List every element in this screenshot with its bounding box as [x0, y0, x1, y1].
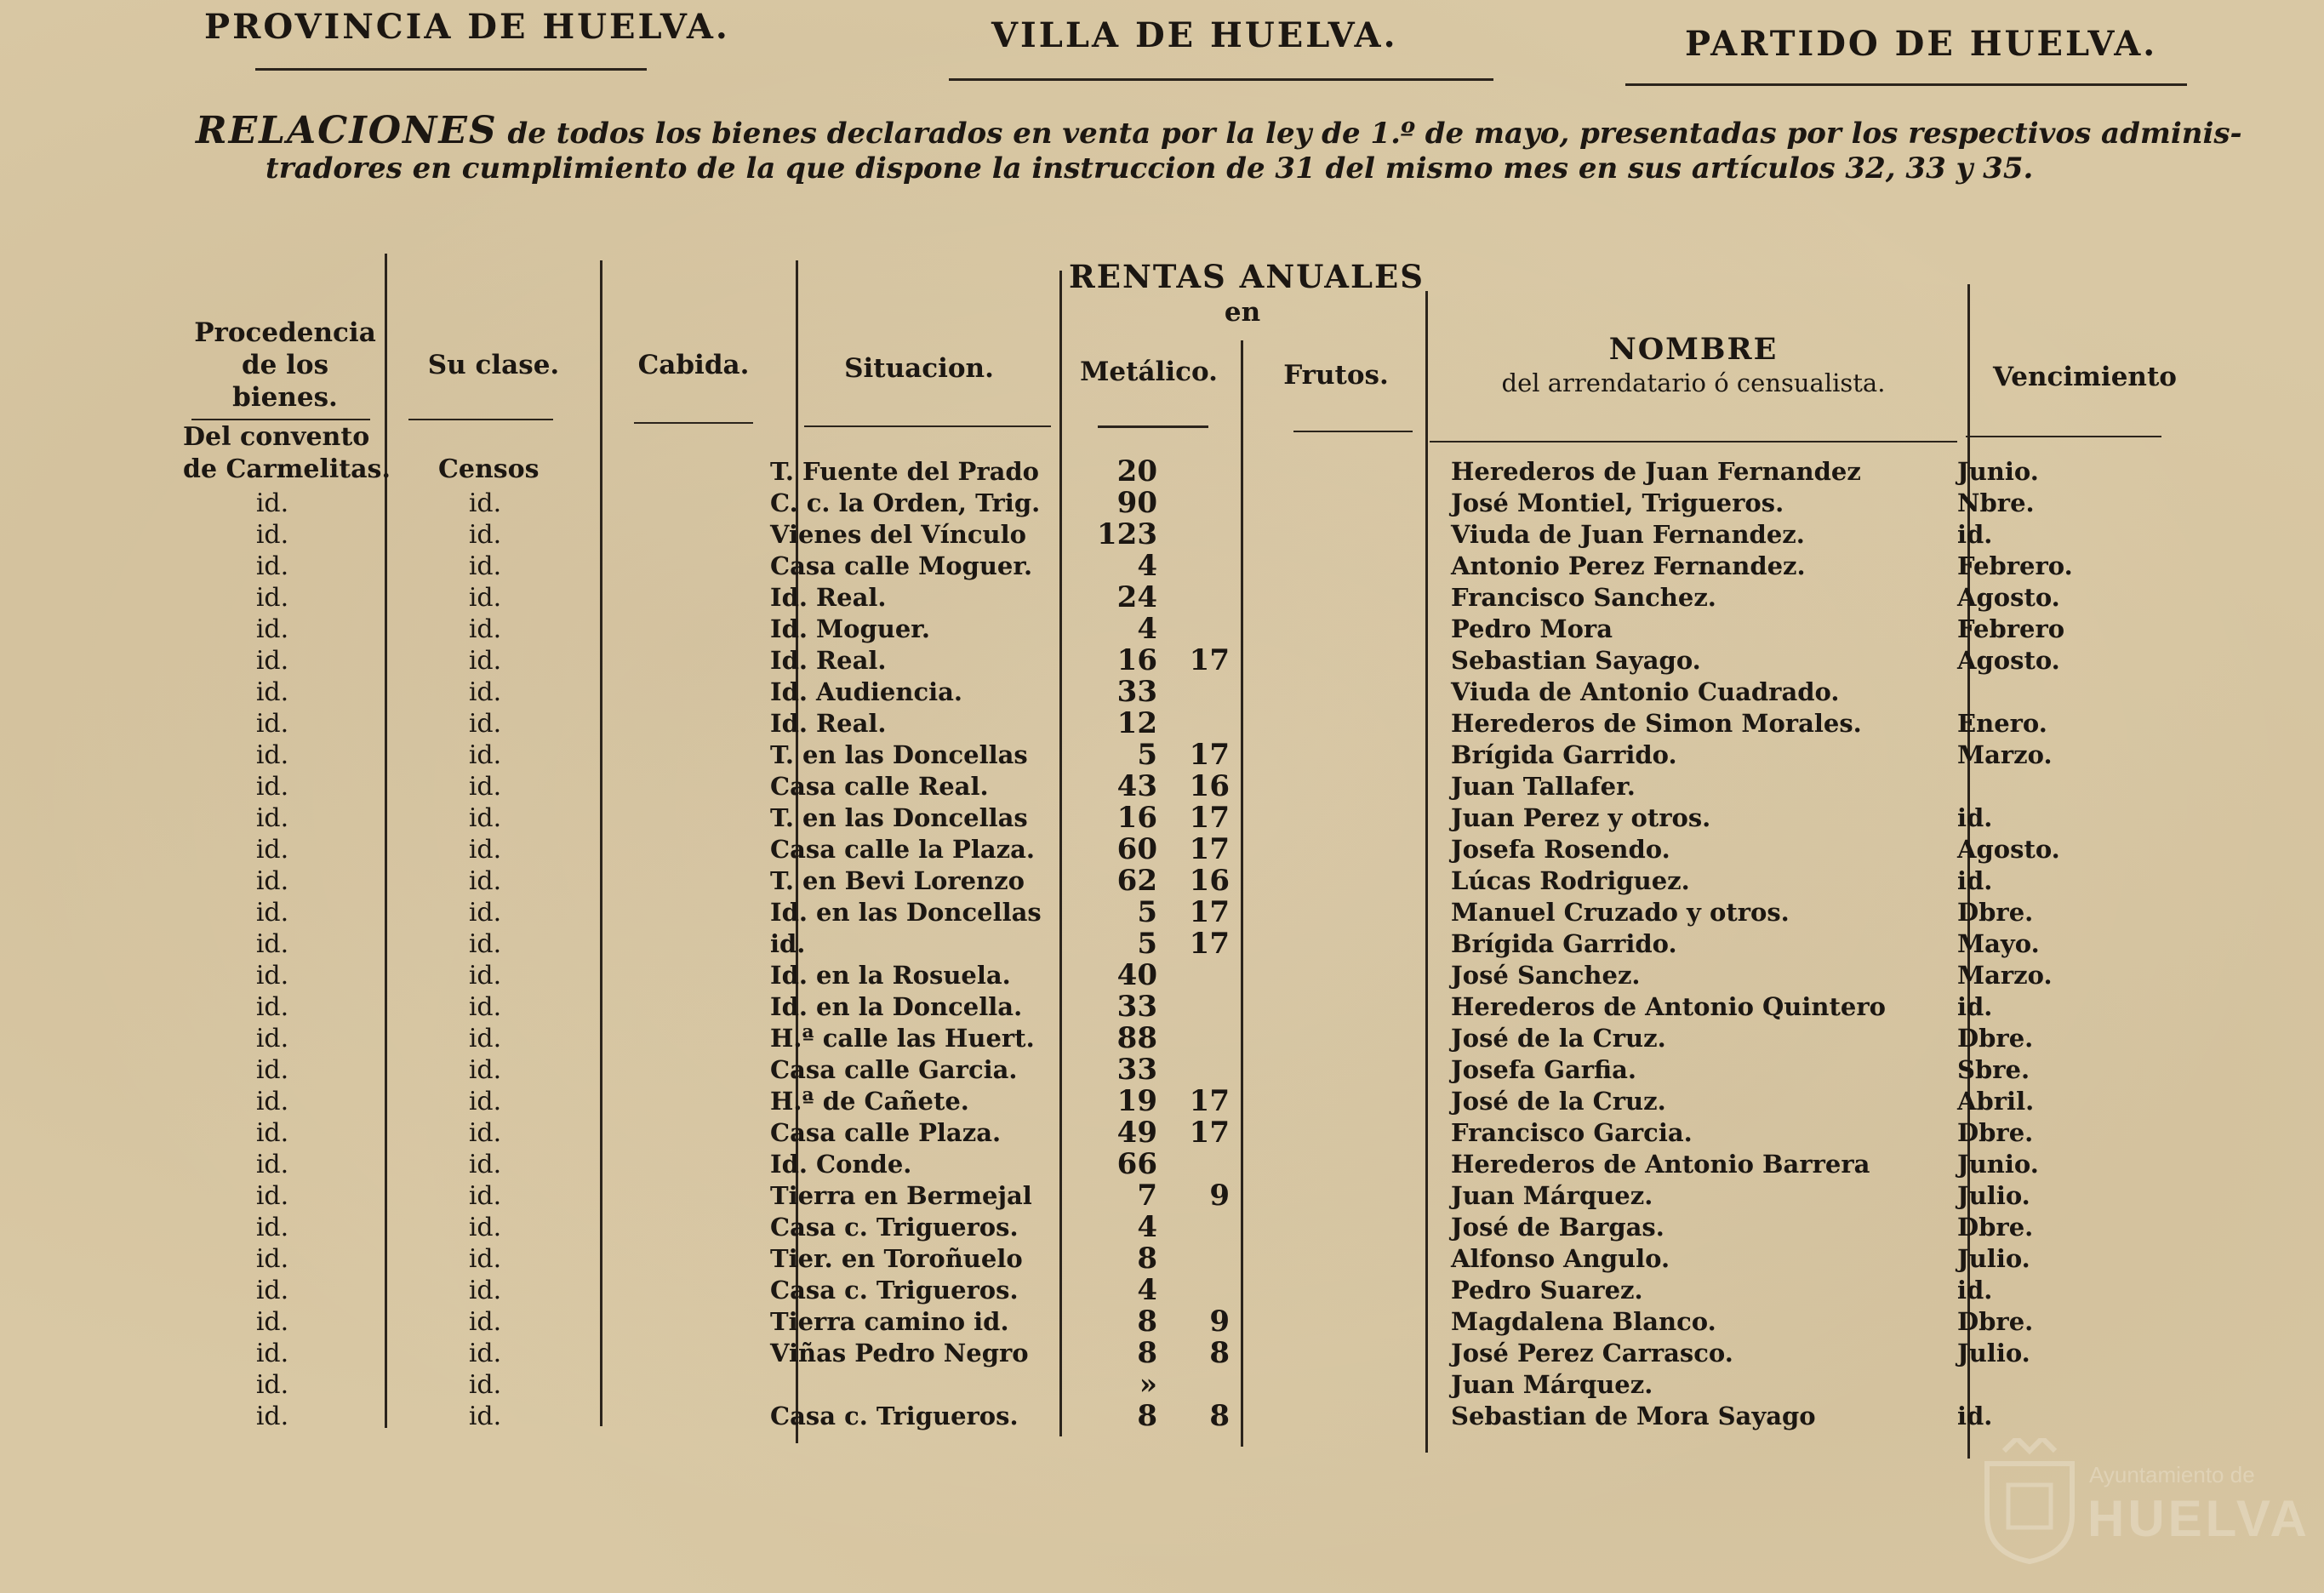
row-clase: id. — [468, 1307, 502, 1337]
table-row — [0, 739, 2324, 771]
col-rentas-en: en — [1224, 297, 1261, 328]
table-row — [0, 1275, 2324, 1306]
col-vencimiento: Vencimiento — [1993, 362, 2177, 392]
row-procedencia: id. — [255, 614, 289, 644]
row-situacion: Id. Real. — [770, 709, 887, 738]
row-clase: id. — [468, 1055, 502, 1085]
row-metalico-2: 17 — [1189, 801, 1230, 835]
col-rule-clase — [408, 419, 553, 420]
row-clase: id. — [468, 740, 502, 770]
row-vencimiento: Agosto. — [1957, 583, 2060, 612]
row-clase: id. — [468, 929, 502, 959]
row-metalico-1: 8 — [1137, 1336, 1157, 1370]
table-row — [0, 1086, 2324, 1117]
row-situacion: Casa calle Moguer. — [770, 551, 1033, 580]
table-row — [0, 960, 2324, 991]
row-vencimiento: Junio. — [1957, 1150, 2039, 1179]
col-clase: Su clase. — [427, 350, 560, 380]
row-metalico-1: 66 — [1116, 1147, 1157, 1181]
table-row — [0, 865, 2324, 897]
row-situacion: Tier. en Toroñuelo — [770, 1244, 1023, 1273]
row-nombre: Josefa Rosendo. — [1451, 835, 1670, 864]
row-situacion: Casa c. Trigueros. — [770, 1402, 1019, 1430]
row-metalico-1: 16 — [1116, 801, 1157, 835]
row-vencimiento: id. — [1957, 520, 1993, 549]
row-situacion: Vienes del Vínculo — [770, 520, 1026, 549]
row-clase: id. — [468, 709, 502, 739]
col-situacion: Situacion. — [844, 353, 994, 384]
row-metalico-1: 19 — [1116, 1084, 1157, 1118]
row-metalico-1: 40 — [1116, 958, 1157, 992]
table-row — [0, 834, 2324, 865]
row-procedencia: id. — [255, 488, 289, 518]
row-situacion: Id. en las Doncellas — [770, 898, 1042, 927]
row-vencimiento: Julio. — [1957, 1244, 2030, 1273]
table-row — [0, 519, 2324, 551]
row-vencimiento: Marzo. — [1957, 961, 2053, 990]
row-nombre: Antonio Perez Fernandez. — [1451, 551, 1806, 580]
row-situacion: Tierra en Bermejal — [770, 1181, 1032, 1210]
header-villa: VILLA DE HUELVA. — [991, 15, 1398, 55]
row-procedencia: id. — [255, 1150, 289, 1179]
shield-icon — [1979, 1438, 2081, 1566]
table-row — [0, 928, 2324, 960]
table-row — [0, 991, 2324, 1023]
table-row — [0, 708, 2324, 739]
row-metalico-1: 33 — [1116, 675, 1157, 709]
row-situacion: T. en las Doncellas — [770, 803, 1028, 832]
row-procedencia: id. — [255, 1024, 289, 1053]
row-metalico-1: 123 — [1097, 517, 1157, 551]
first-row-clase: Censos — [438, 454, 540, 484]
row-nombre: Magdalena Blanco. — [1451, 1307, 1716, 1336]
row-clase: id. — [468, 1118, 502, 1148]
row-metalico-1: 20 — [1116, 454, 1157, 488]
row-procedencia: id. — [255, 992, 289, 1022]
row-procedencia: id. — [255, 1339, 289, 1368]
row-vencimiento: id. — [1957, 1276, 1993, 1305]
row-clase: id. — [468, 772, 502, 802]
col-rule-procedencia — [191, 419, 370, 420]
table-row — [0, 802, 2324, 834]
row-vencimiento: Julio. — [1957, 1181, 2030, 1210]
row-nombre: Sebastian de Mora Sayago — [1451, 1402, 1816, 1430]
row-nombre: Herederos de Antonio Barrera — [1451, 1150, 1870, 1179]
table-row — [0, 1212, 2324, 1243]
col-rule-frutos — [1293, 431, 1413, 432]
row-vencimiento: Dbre. — [1957, 1307, 2034, 1336]
row-vencimiento: Dbre. — [1957, 1118, 2034, 1147]
row-procedencia: id. — [255, 898, 289, 928]
row-metalico-1: 49 — [1116, 1116, 1157, 1150]
row-metalico-1: 4 — [1137, 1210, 1157, 1244]
table-row — [0, 1117, 2324, 1149]
row-situacion: Id. Moguer. — [770, 614, 931, 643]
row-procedencia: id. — [255, 803, 289, 833]
row-procedencia: id. — [255, 677, 289, 707]
row-metalico-1: 60 — [1116, 832, 1157, 866]
row-metalico-1: 62 — [1116, 864, 1157, 898]
row-vencimiento: Marzo. — [1957, 740, 2053, 769]
row-situacion: Tierra camino id. — [770, 1307, 1009, 1336]
row-metalico-1: 33 — [1116, 990, 1157, 1024]
row-clase: id. — [468, 677, 502, 707]
row-clase: id. — [468, 583, 502, 613]
row-procedencia: id. — [255, 740, 289, 770]
col-rule-situacion — [804, 425, 1051, 427]
col-rule-vencimiento — [1966, 436, 2161, 437]
row-vencimiento: Agosto. — [1957, 646, 2060, 675]
row-metalico-2: 16 — [1189, 864, 1230, 898]
row-vencimiento: Dbre. — [1957, 898, 2034, 927]
row-situacion: Id. Conde. — [770, 1150, 912, 1179]
row-clase: id. — [468, 866, 502, 896]
row-procedencia: id. — [255, 866, 289, 896]
row-clase: id. — [468, 898, 502, 928]
col-procedencia: Procedencia de los bienes. — [194, 317, 376, 413]
row-metalico-1: 4 — [1137, 549, 1157, 583]
row-situacion: Casa calle Plaza. — [770, 1118, 1002, 1147]
row-nombre: Herederos de Juan Fernandez — [1451, 457, 1861, 486]
row-nombre: Pedro Suarez. — [1451, 1276, 1643, 1305]
row-nombre: Brígida Garrido. — [1451, 929, 1677, 958]
row-nombre: Herederos de Antonio Quintero — [1451, 992, 1886, 1021]
row-clase: id. — [468, 1150, 502, 1179]
row-metalico-2: 17 — [1189, 927, 1230, 961]
row-vencimiento: id. — [1957, 992, 1993, 1021]
row-metalico-1: 16 — [1116, 643, 1157, 677]
row-vencimiento: id. — [1957, 803, 1993, 832]
row-situacion: Casa calle Real. — [770, 772, 989, 801]
row-situacion: Id. Real. — [770, 646, 887, 675]
table-row — [0, 614, 2324, 645]
row-situacion: H.ª de Cañete. — [770, 1087, 969, 1116]
table-row — [0, 1369, 2324, 1401]
row-clase: id. — [468, 1370, 502, 1400]
row-metalico-1: 5 — [1137, 895, 1157, 929]
row-nombre: Herederos de Simon Morales. — [1451, 709, 1862, 738]
table-row — [0, 1306, 2324, 1338]
row-clase: id. — [468, 992, 502, 1022]
row-vencimiento: Dbre. — [1957, 1213, 2034, 1242]
row-vencimiento: Julio. — [1957, 1339, 2030, 1367]
row-nombre: Josefa Garfia. — [1451, 1055, 1637, 1084]
table-row — [0, 771, 2324, 802]
row-procedencia: id. — [255, 1181, 289, 1211]
table-row — [0, 1180, 2324, 1212]
row-clase: id. — [468, 646, 502, 676]
row-metalico-1: 7 — [1137, 1179, 1157, 1213]
row-nombre: Juan Perez y otros. — [1451, 803, 1711, 832]
row-nombre: José Montiel, Trigueros. — [1451, 488, 1784, 517]
row-clase: id. — [468, 1213, 502, 1242]
row-procedencia: id. — [255, 1307, 289, 1337]
row-metalico-2: 17 — [1189, 832, 1230, 866]
row-metalico-1: 8 — [1137, 1305, 1157, 1339]
table-row — [0, 1054, 2324, 1086]
table-row — [0, 1401, 2324, 1432]
row-clase: id. — [468, 614, 502, 644]
row-situacion: Viñas Pedro Negro — [770, 1339, 1029, 1367]
row-metalico-2: 17 — [1189, 643, 1230, 677]
row-procedencia: id. — [255, 646, 289, 676]
row-clase: id. — [468, 1402, 502, 1431]
col-frutos: Frutos. — [1283, 360, 1389, 391]
table-row — [0, 582, 2324, 614]
row-metalico-2: 8 — [1209, 1336, 1230, 1370]
row-vencimiento: Dbre. — [1957, 1024, 2034, 1053]
table-row — [0, 1243, 2324, 1275]
row-procedencia: id. — [255, 929, 289, 959]
row-situacion: T. en Bevi Lorenzo — [770, 866, 1025, 895]
col-nombre-sub: del arrendatario ó censualista. — [1501, 368, 1886, 397]
row-situacion: Id. Real. — [770, 583, 887, 612]
ayuntamiento-logo — [1979, 1438, 2310, 1566]
row-procedencia: id. — [255, 1370, 289, 1400]
row-situacion: T. en las Doncellas — [770, 740, 1028, 769]
row-metalico-2: 17 — [1189, 1116, 1230, 1150]
row-nombre: Manuel Cruzado y otros. — [1451, 898, 1790, 927]
row-vencimiento: Sbre. — [1957, 1055, 2030, 1084]
row-clase: id. — [468, 551, 502, 581]
table-row — [0, 1338, 2324, 1369]
row-procedencia: id. — [255, 772, 289, 802]
row-nombre: Viuda de Juan Fernandez. — [1451, 520, 1805, 549]
row-clase: id. — [468, 1244, 502, 1274]
row-procedencia: id. — [255, 583, 289, 613]
table-row — [0, 645, 2324, 677]
row-procedencia: id. — [255, 835, 289, 865]
row-procedencia: id. — [255, 1276, 289, 1305]
row-clase: id. — [468, 803, 502, 833]
row-nombre: José Sanchez. — [1451, 961, 1641, 990]
row-vencimiento: Abril. — [1957, 1087, 2035, 1116]
row-situacion: Casa calle la Plaza. — [770, 835, 1035, 864]
row-clase: id. — [468, 1339, 502, 1368]
row-vencimiento: Agosto. — [1957, 835, 2060, 864]
table-row — [0, 551, 2324, 582]
col-rule-cabida — [634, 422, 753, 424]
col-metalico: Metálico. — [1080, 357, 1218, 387]
table-row — [0, 488, 2324, 519]
row-metalico-1: » — [1139, 1367, 1157, 1402]
row-situacion: Casa c. Trigueros. — [770, 1276, 1019, 1305]
row-metalico-1: 88 — [1116, 1021, 1157, 1055]
header-provincia: PROVINCIA DE HUELVA. — [204, 7, 730, 47]
row-clase: id. — [468, 1276, 502, 1305]
row-nombre: Sebastian Sayago. — [1451, 646, 1701, 675]
col-rentas-anuales: RENTAS ANUALES — [1069, 258, 1425, 295]
row-clase: id. — [468, 961, 502, 991]
row-vencimiento: Febrero. — [1957, 551, 2073, 580]
row-procedencia: id. — [255, 1118, 289, 1148]
row-metalico-1: 4 — [1137, 1273, 1157, 1307]
row-procedencia: id. — [255, 1402, 289, 1431]
row-metalico-2: 17 — [1189, 738, 1230, 772]
row-metalico-2: 9 — [1209, 1305, 1230, 1339]
row-nombre: José de la Cruz. — [1451, 1087, 1666, 1116]
intro-lead: RELACIONES — [196, 109, 498, 152]
row-situacion: T. Fuente del Prado — [770, 457, 1040, 486]
header-rule-right — [1625, 83, 2187, 86]
header-rule-center — [949, 78, 1493, 81]
intro-line-2: tradores en cumplimiento de la que dispone la instruccion de 31 del mismo mes en sus artículos 32, 33 y 35. — [266, 151, 2034, 186]
row-clase: id. — [468, 1024, 502, 1053]
row-situacion: C. c. la Orden, Trig. — [770, 488, 1041, 517]
row-metalico-1: 24 — [1116, 580, 1157, 614]
col-rule-nombre — [1430, 441, 1957, 442]
row-vencimiento: Nbre. — [1957, 488, 2035, 517]
row-vencimiento: id. — [1957, 1402, 1993, 1430]
row-situacion: H.ª calle las Huert. — [770, 1024, 1035, 1053]
intro-text-1: de todos los bienes declarados en venta por la ley de 1.º de mayo, presentadas por los respectivos adminis- — [507, 117, 2242, 151]
watermark-line-1: Ayuntamiento de — [2089, 1462, 2255, 1487]
row-nombre: Francisco Sanchez. — [1451, 583, 1716, 612]
row-clase: id. — [468, 1181, 502, 1211]
row-situacion: Id. en la Doncella. — [770, 992, 1023, 1021]
row-nombre: Viuda de Antonio Cuadrado. — [1451, 677, 1840, 706]
row-metalico-1: 12 — [1116, 706, 1157, 740]
header-rule-left — [255, 68, 647, 71]
row-situacion: Casa calle Garcia. — [770, 1055, 1018, 1084]
table-row — [0, 897, 2324, 928]
row-metalico-2: 16 — [1189, 769, 1230, 803]
row-nombre: Pedro Mora — [1451, 614, 1613, 643]
table-row — [0, 677, 2324, 708]
col-rule-metalico — [1098, 425, 1208, 428]
row-procedencia: id. — [255, 1213, 289, 1242]
header-partido: PARTIDO DE HUELVA. — [1685, 24, 2158, 64]
row-metalico-2: 17 — [1189, 895, 1230, 929]
row-metalico-2: 9 — [1209, 1179, 1230, 1213]
row-metalico-2: 8 — [1209, 1399, 1230, 1433]
row-vencimiento: Junio. — [1957, 457, 2039, 486]
row-metalico-1: 5 — [1137, 927, 1157, 961]
row-procedencia: id. — [255, 961, 289, 991]
row-procedencia: id. — [255, 551, 289, 581]
row-vencimiento: Febrero — [1957, 614, 2065, 643]
table-row — [0, 456, 2324, 488]
row-metalico-1: 43 — [1116, 769, 1157, 803]
row-metalico-1: 90 — [1116, 486, 1157, 520]
row-situacion: Id. Audiencia. — [770, 677, 963, 706]
intro-line-1 — [196, 109, 2242, 152]
row-metalico-1: 5 — [1137, 738, 1157, 772]
first-row-procedencia-2: de Carmelitas. — [183, 454, 391, 484]
row-vencimiento: id. — [1957, 866, 1993, 895]
row-situacion: Id. en la Rosuela. — [770, 961, 1011, 990]
col-cabida: Cabida. — [637, 350, 750, 380]
row-nombre: Francisco Garcia. — [1451, 1118, 1693, 1147]
row-situacion: id. — [770, 929, 806, 958]
row-metalico-1: 33 — [1116, 1053, 1157, 1087]
row-metalico-1: 8 — [1137, 1242, 1157, 1276]
row-clase: id. — [468, 1087, 502, 1116]
watermark-line-2: HUELVA — [2087, 1490, 2310, 1547]
row-nombre: Lúcas Rodriguez. — [1451, 866, 1690, 895]
row-nombre: Brígida Garrido. — [1451, 740, 1677, 769]
row-clase: id. — [468, 835, 502, 865]
row-vencimiento: Mayo. — [1957, 929, 2040, 958]
row-metalico-1: 8 — [1137, 1399, 1157, 1433]
row-metalico-2: 17 — [1189, 1084, 1230, 1118]
row-nombre: Juan Márquez. — [1451, 1181, 1653, 1210]
row-situacion: Casa c. Trigueros. — [770, 1213, 1019, 1242]
row-clase: id. — [468, 488, 502, 518]
row-clase: id. — [468, 520, 502, 550]
row-procedencia: id. — [255, 709, 289, 739]
row-procedencia: id. — [255, 1087, 289, 1116]
row-procedencia: id. — [255, 520, 289, 550]
row-nombre: Alfonso Angulo. — [1451, 1244, 1670, 1273]
row-nombre: José de Bargas. — [1451, 1213, 1664, 1242]
col-nombre: NOMBRE — [1608, 332, 1779, 367]
row-nombre: Juan Márquez. — [1451, 1370, 1653, 1399]
row-nombre: José Perez Carrasco. — [1451, 1339, 1733, 1367]
row-procedencia: id. — [255, 1055, 289, 1085]
row-nombre: José de la Cruz. — [1451, 1024, 1666, 1053]
row-vencimiento: Enero. — [1957, 709, 2047, 738]
row-nombre: Juan Tallafer. — [1451, 772, 1636, 801]
first-row-procedencia-1: Del convento — [183, 422, 370, 452]
row-procedencia: id. — [255, 1244, 289, 1274]
row-metalico-1: 4 — [1137, 612, 1157, 646]
table-row — [0, 1149, 2324, 1180]
table-row — [0, 1023, 2324, 1054]
